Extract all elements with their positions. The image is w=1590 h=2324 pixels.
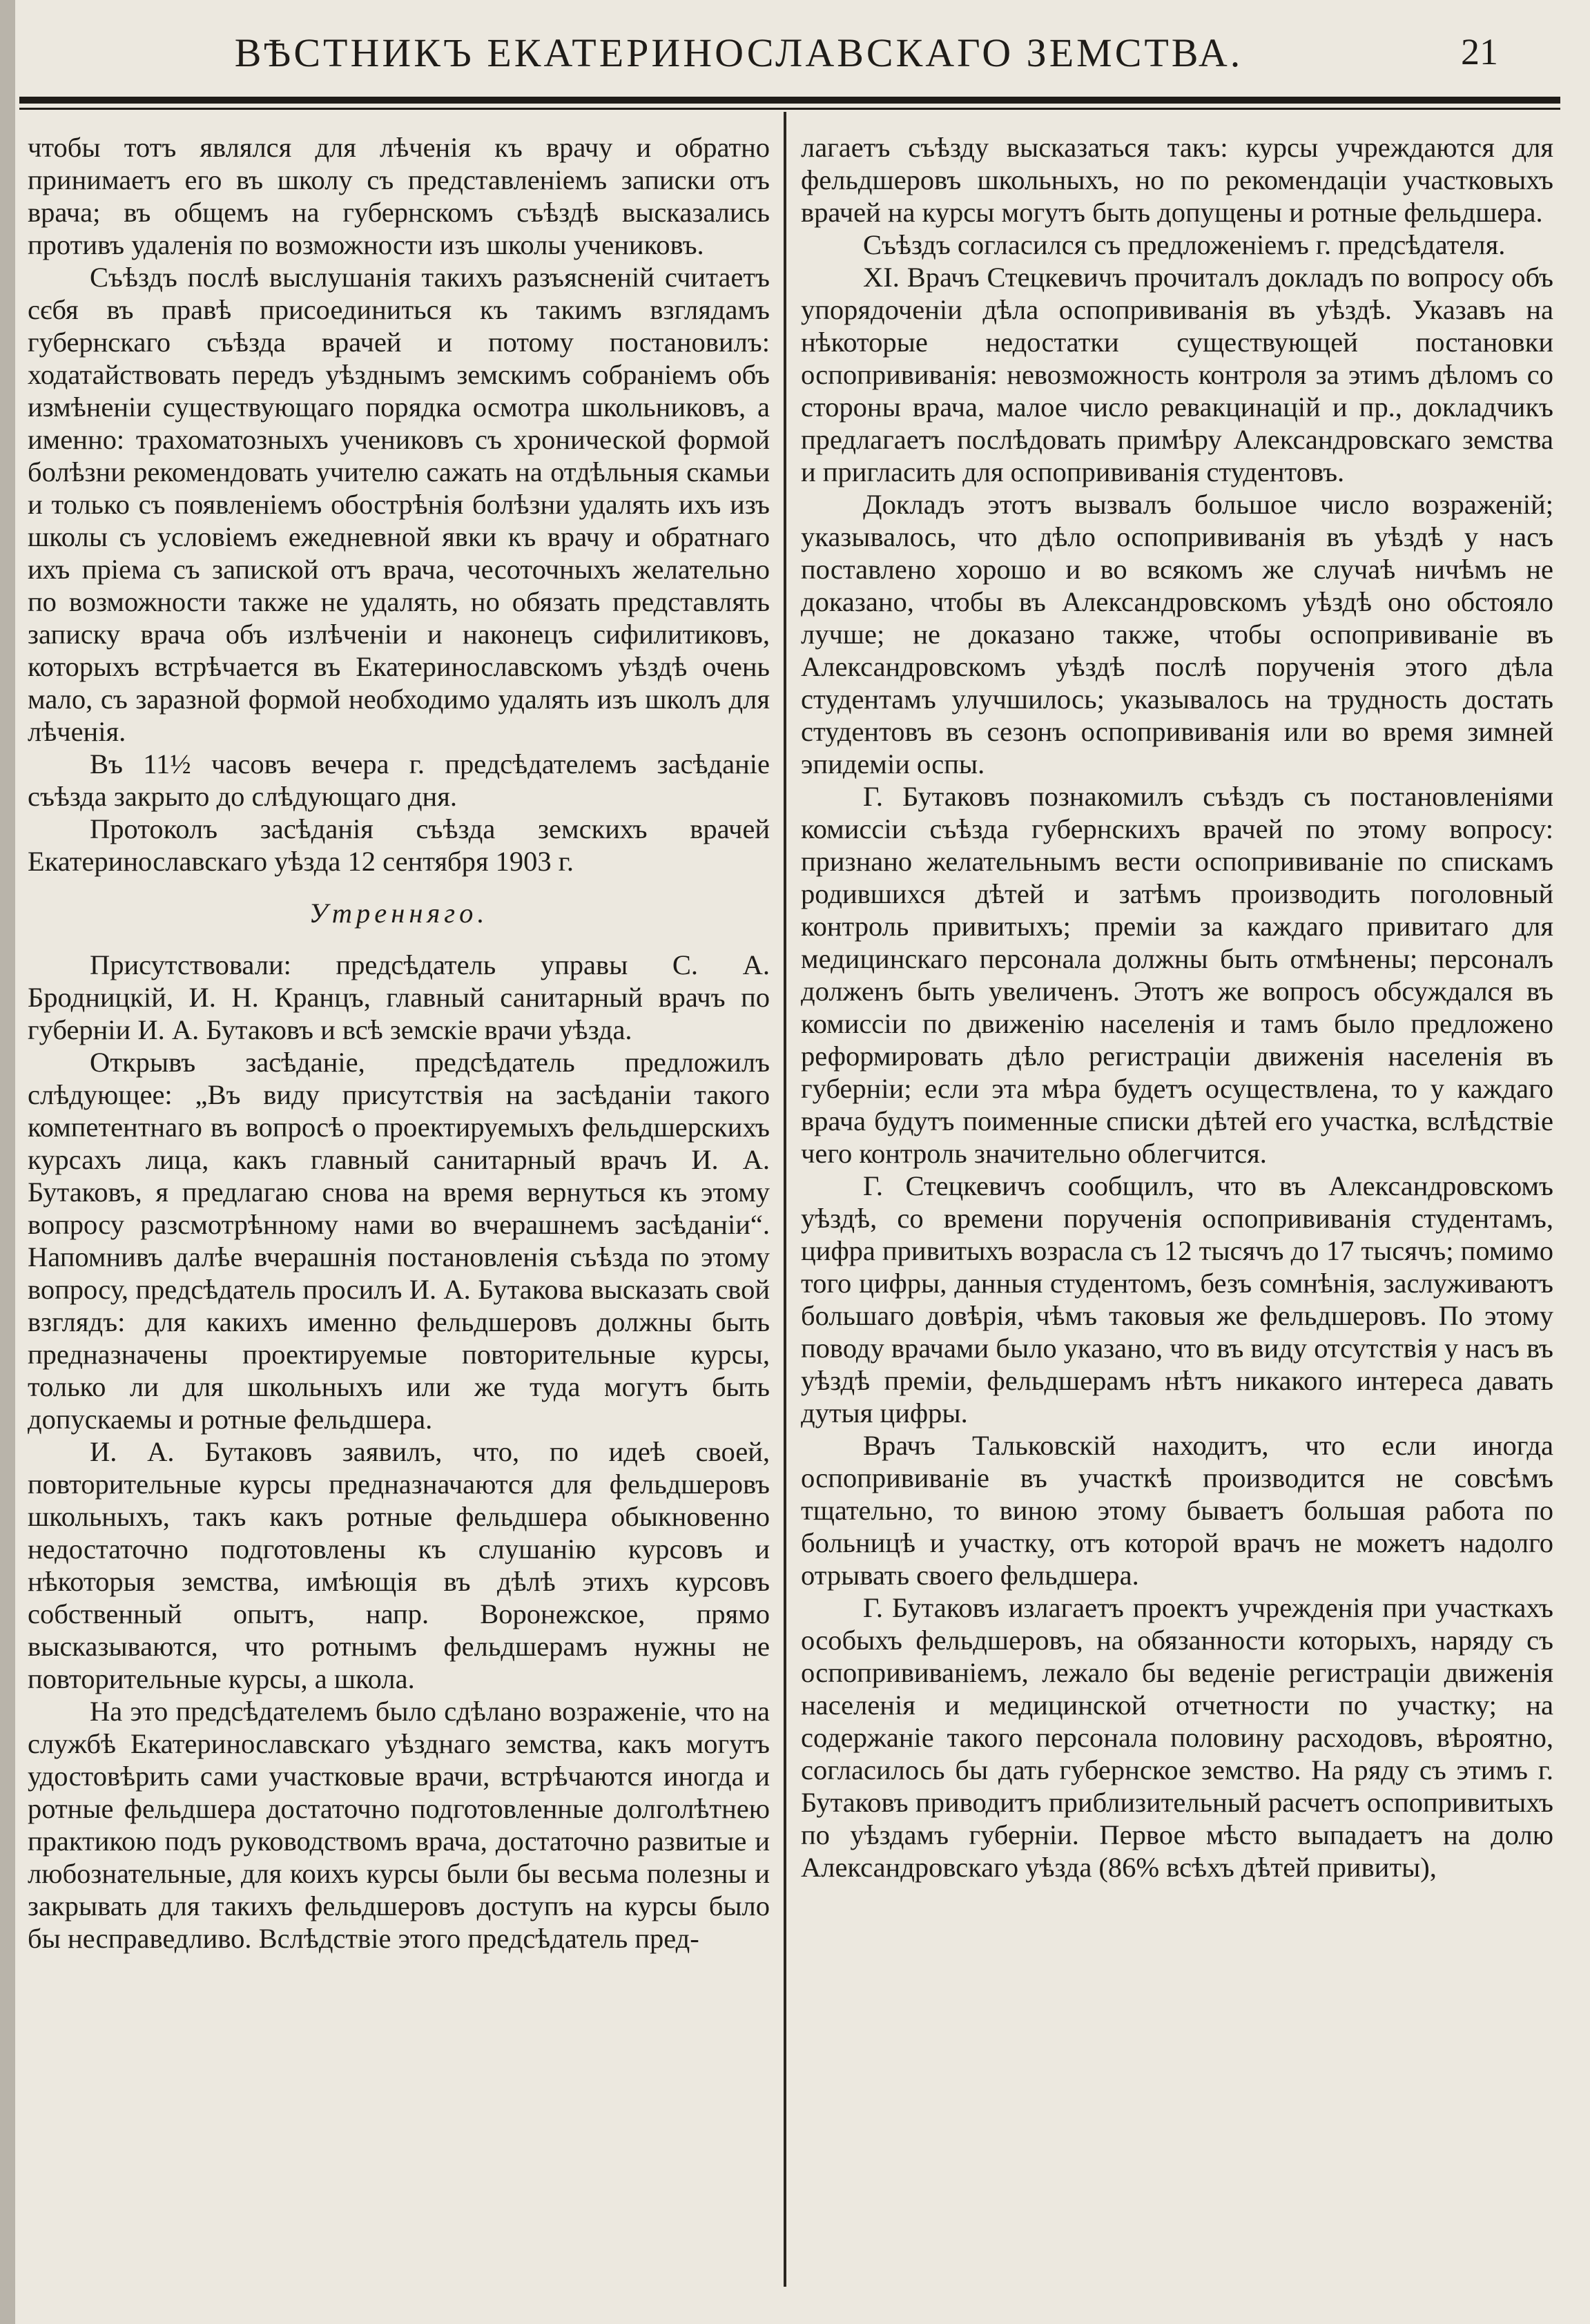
paragraph: Г. Бутаковъ познакомилъ съѣздъ съ постановленіями комиссіи съѣзда губернскихъ врачей по этому вопросу: признано желательнымъ вести оспопрививаніе по спискамъ родившихся дѣтей и затѣмъ производить поголовный контроль привитыхъ; преміи за каждаго привитаго для медицинскаго персонала должны быть отмѣнены; персоналъ долженъ быть увеличенъ. Этотъ же вопросъ обсуждался въ комиссіи по движенію населенія и тамъ было предложено реформировать дѣло регистраціи движенія населенія въ губерніи; если эта мѣра будетъ осуществлена, то у каждаго врача будутъ поименные списки дѣтей его участка, вслѣдствіе чего контроль значительно облегчится. <box>801 781 1553 1169</box>
paragraph: Открывъ засѣданіе, предсѣдатель предложилъ слѣдующее: „Въ виду присутствія на засѣданіи такого компетентнаго въ вопросѣ о проектируемыхъ фельдшерскихъ курсахъ лица, какъ главный санитарный врачъ И. А. Бутаковъ, я предлагаю снова на время вернуться къ этому вопросу разсмотрѣнному нами во вчерашнемъ засѣданіи“. Напомнивъ далѣе вчерашнія постановленія съѣзда по этому вопросу, предсѣдатель просилъ И. А. Бутакова высказать свой взглядъ: для какихъ именно фельдшеровъ должны быть предназначены проектируемые повторительные курсы, только ли для школьныхъ или же туда могутъ быть допускаемы и ротные фельдшера. <box>28 1047 770 1435</box>
paragraph: На это предсѣдателемъ было сдѣлано возраженіе, что на службѣ Екатеринославскаго уѣзднаго земства, какъ могутъ удостовѣрить сами участковые врачи, встрѣчаются иногда и ротные фельдшера достаточно подготовленные долголѣтнею практикою подъ руководствомъ врача, достаточно развитые и любознательные, для коихъ курсы были бы весьма полезны и закрывать для такихъ фельдшеровъ доступъ на курсы было бы несправедливо. Вслѣдствіе этого предсѣдатель пред- <box>28 1696 770 1954</box>
paragraph: чтобы тотъ являлся для лѣченія къ врачу и обратно принимаетъ его въ школу съ представленіемъ записки отъ врача; въ общемъ на губернскомъ съѣздѣ высказались противъ удаленія по возможности изъ школы учениковъ. <box>28 132 770 260</box>
left-column <box>28 131 770 1955</box>
paragraph: Врачъ Тальковскій находитъ, что если иногда оспопрививаніе въ участкѣ производится не совсѣмъ тщательно, то виною этому бываетъ большая работа по больницѣ и участку, отъ которой врачъ не можетъ надолго отрывать своего фельдшера. <box>801 1430 1553 1591</box>
paragraph: Съѣздъ согласился съ предложеніемъ г. предсѣдателя. <box>863 229 1506 260</box>
paragraph: Въ 11½ часовъ вечера г. предсѣдателемъ засѣданіе съѣзда закрыто до слѣдующаго дня. <box>28 748 770 812</box>
paragraph: XI. Врачъ Стецкевичъ прочиталъ докладъ по вопросу объ упорядоченіи дѣла оспопрививанія въ уѣздѣ. Указавъ на нѣкоторые недостатки существующей постановки оспопрививанія: невозможность контроля за этимъ дѣломъ со стороны врача, малое число ревакцинацій и пр., докладчикъ предлагаетъ послѣдовать примѣру Александровскаго земства и пригласить для оспопрививанія студентовъ. <box>801 262 1553 487</box>
header-rule-thick <box>19 97 1560 104</box>
paragraph: Протоколъ засѣданія съѣзда земскихъ врачей Екатеринославскаго уѣзда 12 сентября 1903 г. <box>28 813 770 877</box>
page-edge <box>0 0 15 2324</box>
paragraph: Докладъ этотъ вызвалъ большое число возраженій; указывалось, что дѣло оспопрививанія въ уѣздѣ у насъ поставлено хорошо и во всякомъ же случаѣ ничѣмъ не доказано, чтобы въ Александровскомъ уѣздѣ оно обстояло лучше; не доказано также, чтобы оспопрививаніе въ Александровскомъ уѣздѣ послѣ порученія этого дѣла студентамъ улучшилось; указывалось на трудность достать студентовъ въ сезонъ оспопрививанія или во время зимней эпидеміи оспы. <box>801 489 1553 779</box>
paragraph: Г. Бутаковъ излагаетъ проектъ учрежденія при участкахъ особыхъ фельдшеровъ, на обязанности которыхъ, наряду съ оспопрививаніемъ, лежало бы веденіе регистраціи движенія населенія и медицинской отчетности по участку; на содержаніе такого персонала половину расходовъ, вѣроятно, согласилось бы дать губернское земство. На ряду съ этимъ г. Бутаковъ приводитъ приблизительный расчетъ оспопривитыхъ по уѣздамъ губерніи. Первое мѣсто выпадаетъ на долю Александровскаго уѣзда (86% всѣхъ дѣтей привиты), <box>801 1592 1553 1883</box>
paragraph: Г. Стецкевичъ сообщилъ, что въ Александровскомъ уѣздѣ, со времени порученія оспопрививанія студентамъ, цифра привитыхъ возрасла съ 12 тысячъ до 17 тысячъ; помимо того цифры, данныя студентомъ, безъ сомнѣнія, заслуживаютъ большаго довѣрія, чѣмъ таковыя же фельдшеровъ. По этому поводу врачами было указано, что въ виду отсутствія у насъ въ уѣздѣ преміи, фельдшерамъ нѣтъ никакого интереса давать дутыя цифры. <box>801 1170 1553 1429</box>
paragraph: Присутствовали: предсѣдатель управы С. А. Бродницкій, И. Н. Кранцъ, главный санитарный врачъ по губерніи И. А. Бутаковъ и всѣ земскіе врачи уѣзда. <box>28 949 770 1045</box>
right-column <box>801 131 1553 1884</box>
paragraph: лагаетъ съѣзду высказаться такъ: курсы учреждаются для фельдшеровъ школьныхъ, но по рекомендаціи участковыхъ врачей на курсы могутъ быть допущены и ротные фельдшера. <box>801 132 1553 228</box>
journal-title: ВѢСТНИКЪ ЕКАТЕРИНОСЛАВСКАГО ЗЕМСТВА. <box>234 30 1243 75</box>
page-number: 21 <box>1461 31 1498 72</box>
paragraph: Съѣздъ послѣ выслушанія такихъ разъясненій считаетъ сєбя въ правѣ присоединиться къ такимъ взглядамъ губернскаго съѣзда врачей и потому постановилъ: ходатайствовать передъ уѣзднымъ земскимъ собраніемъ объ измѣненіи существующаго порядка осмотра школьниковъ, а именно: трахоматозныхъ учениковъ съ хронической формой болѣзни рекомендовать учителю сажать на отдѣльныя скамьи и только съ появленіемъ обострѣнія болѣзни удалять ихъ изъ школы съ условіемъ ежедневной явки къ врачу и обратнаго ихъ пріема съ запиской отъ врача, чесоточныхъ желательно по возможности также не удалять, но обязать представлять записку врача объ излѣченіи и наконецъ сифилитиковъ, которыхъ встрѣчается въ Екатеринославскомъ уѣздѣ очень мало, съ заразной формой необходимо удалять изъ школъ для лѣченія. <box>28 262 770 747</box>
paragraph: И. А. Бутаковъ заявилъ, что, по идеѣ своей, повторительные курсы предназначаются для фельдшеровъ школьныхъ, такъ какъ ротные фельдшера обыкновенно недостаточно подготовлены къ слушанію курсовъ и нѣкоторыя земства, имѣющія въ дѣлѣ этихъ курсовъ собственный опытъ, напр. Воронежское, прямо высказываются, что ротнымъ фельдшерамъ нужны не повторительные курсы, а школа. <box>28 1436 770 1694</box>
section-heading: Утренняго. <box>309 898 489 929</box>
column-divider <box>784 112 786 2287</box>
header-rule-thin <box>19 108 1560 110</box>
page-header <box>14 25 1567 94</box>
